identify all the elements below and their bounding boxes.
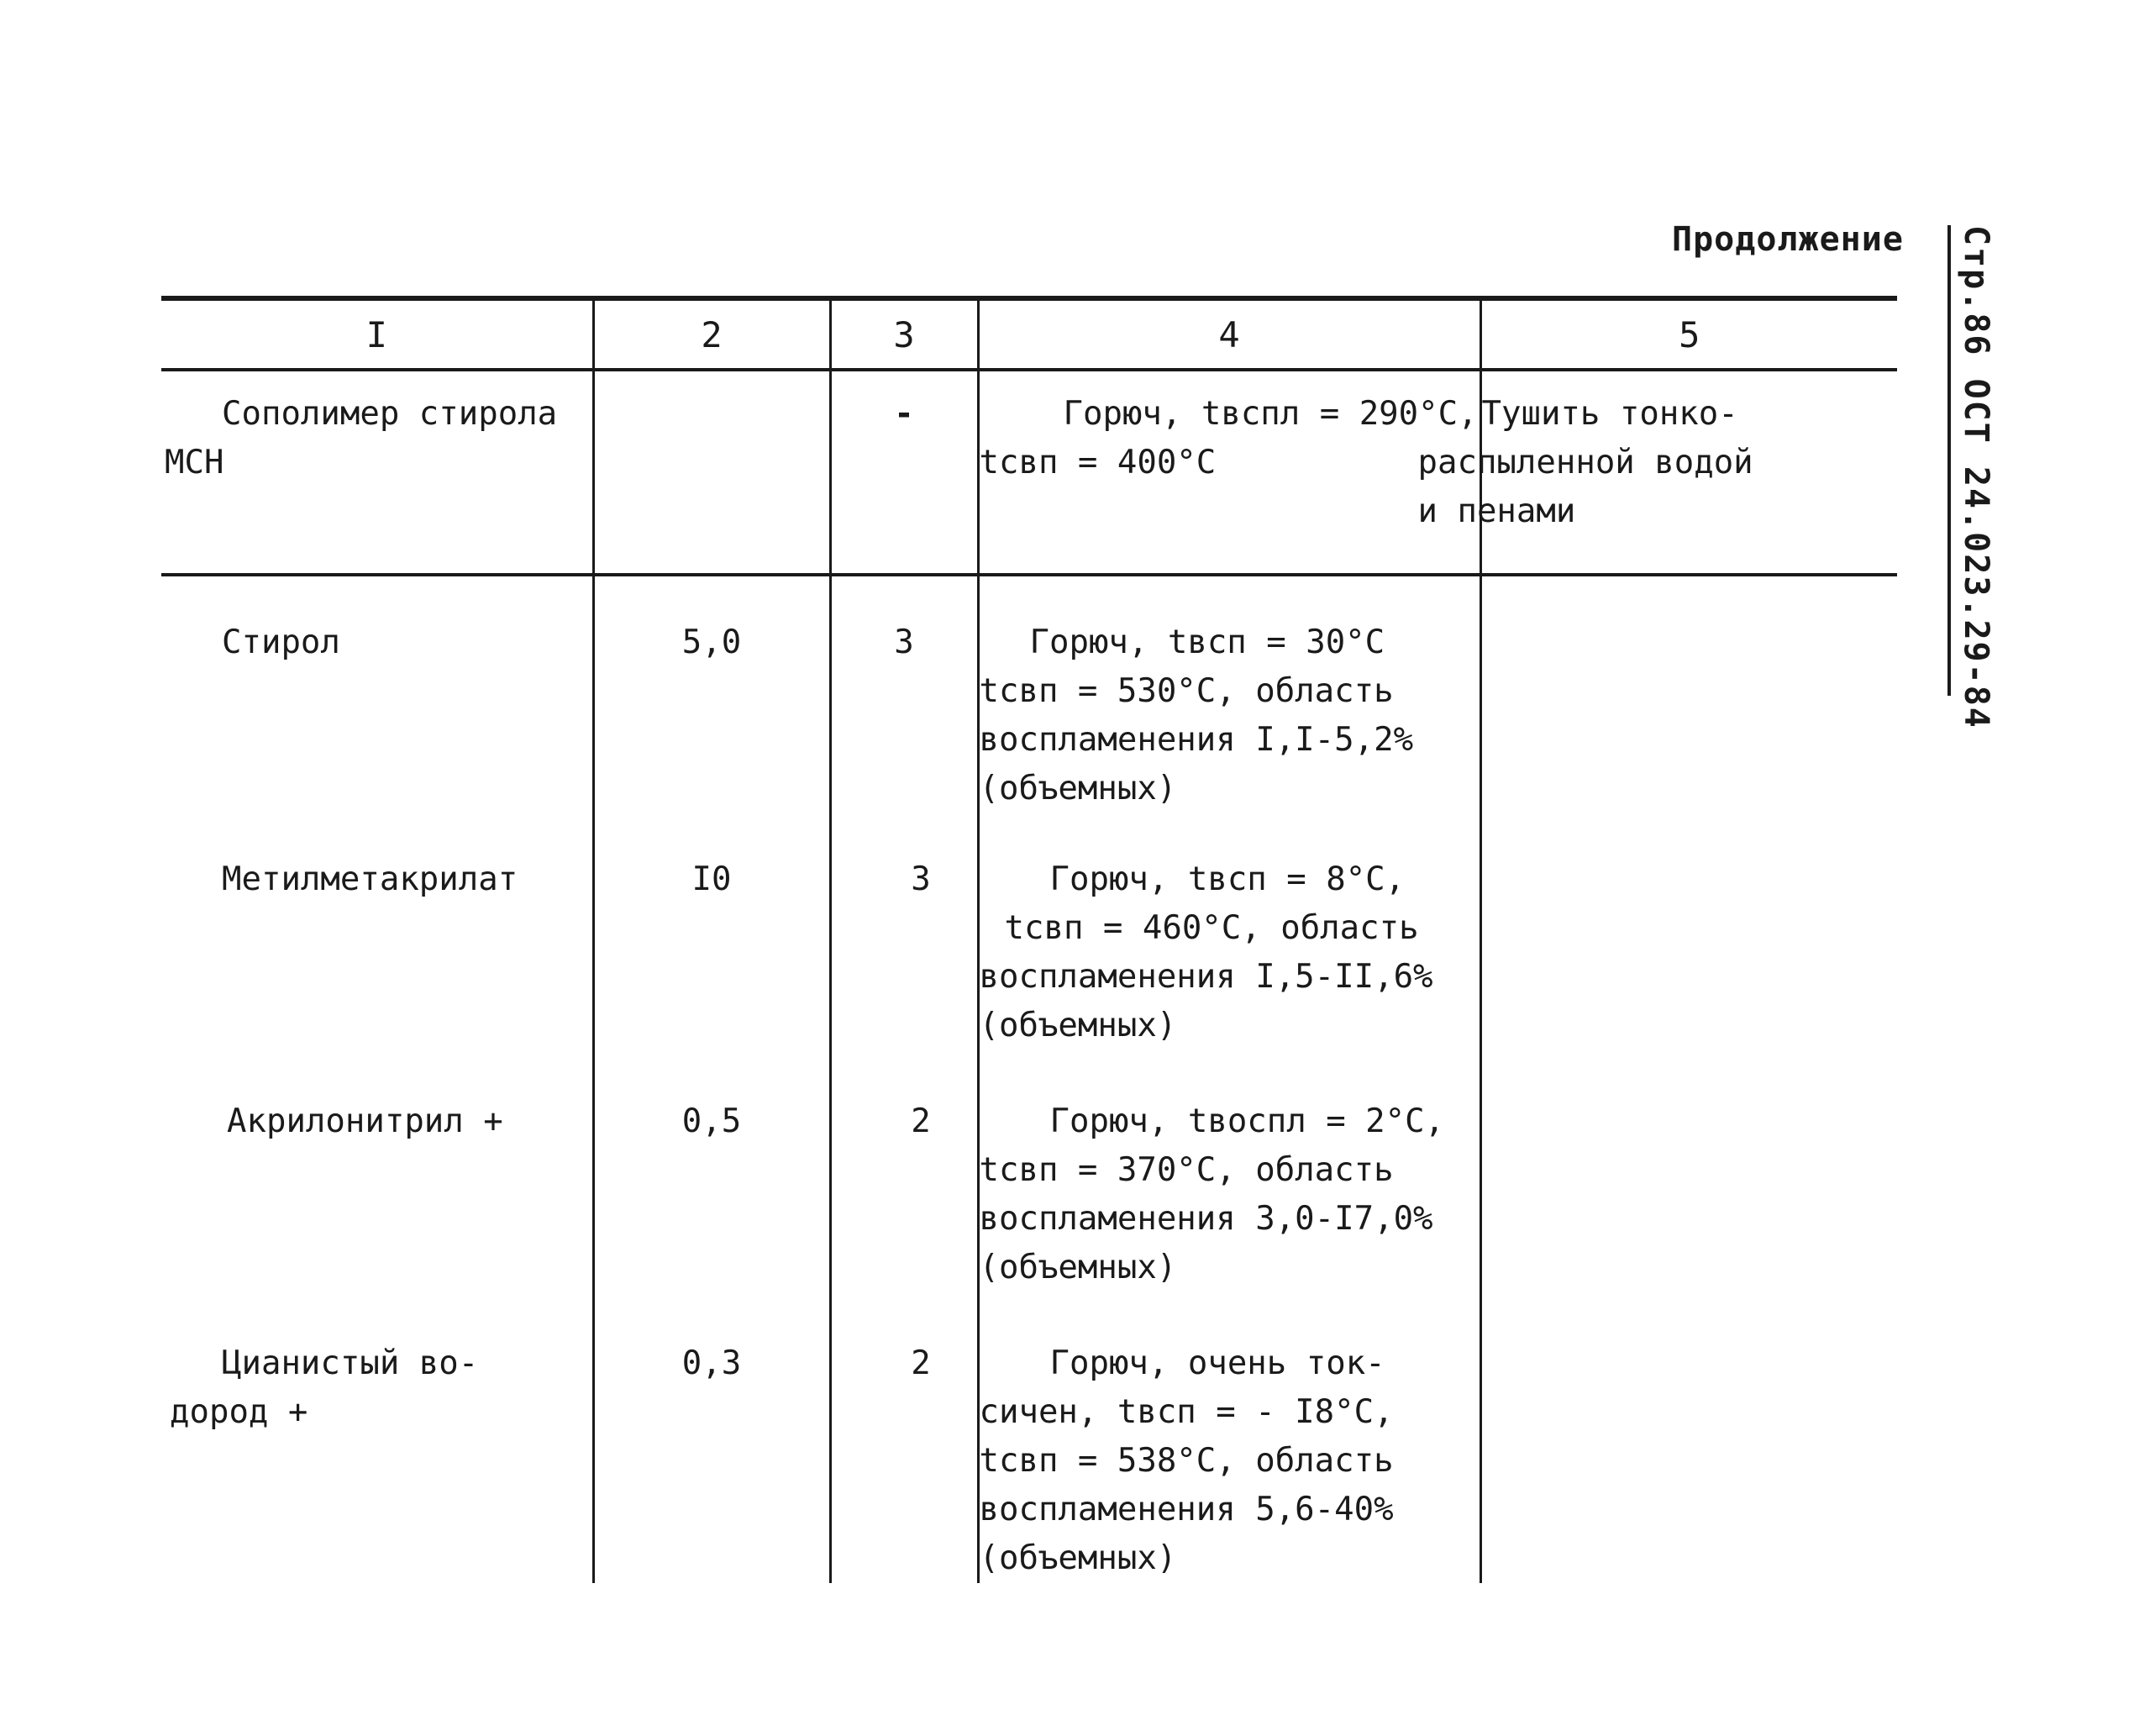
column-header-3: 3 [830, 298, 978, 370]
property-line: (объемных) [979, 770, 1177, 808]
property-line: Горюч, tвсп = 30°С [1029, 623, 1385, 661]
properties-cell [978, 1055, 1480, 1297]
extinguishing-cell [1480, 813, 1897, 1055]
table-row [161, 1297, 1897, 1583]
substance-name: Метилметакрилат [222, 860, 518, 898]
table-row [161, 1055, 1897, 1297]
property-line: tсвп = 538°С, область [979, 1442, 1394, 1480]
substance-name: Стирол [222, 623, 340, 661]
continuation-label: Продолжение [1672, 220, 1904, 259]
action-line: распыленной водой [1417, 444, 1753, 481]
substance-name-cont: дород + [170, 1393, 308, 1431]
substance-name-cell [161, 1055, 593, 1297]
page-code-vertical: Стр.86 ОСТ 24.023.29-84 [1947, 225, 2001, 696]
col2-value: 0,5 [593, 1055, 830, 1297]
properties-cell [978, 370, 1480, 575]
property-line: tсвп = 400°С [979, 444, 1217, 481]
property-line: воспламенения 5,6-40% [979, 1491, 1394, 1528]
column-header-5: 5 [1480, 298, 1897, 370]
substance-name: Цианистый во- [222, 1344, 479, 1382]
extinguishing-cell [1480, 1297, 1897, 1583]
property-line: воспламенения I,5-II,6% [979, 958, 1433, 996]
property-line: Горюч, tвоспл = 2°С, [1049, 1102, 1445, 1140]
property-line: (объемных) [979, 1007, 1177, 1044]
column-header-1: I [161, 298, 593, 370]
col2-value [593, 370, 830, 575]
action-line: Тушить тонко- [1481, 395, 1738, 433]
column-header-4: 4 [978, 298, 1480, 370]
property-line: воспламенения 3,0-I7,0% [979, 1200, 1433, 1238]
col2-value: 5,0 [593, 575, 830, 813]
substance-name: Акрилонитрил + [227, 1102, 503, 1140]
property-line: сичен, tвсп = - I8°С, [979, 1393, 1394, 1431]
col3-value: 2 [830, 1297, 978, 1583]
col3-value: 2 [830, 1055, 978, 1297]
property-line: tсвп = 530°С, область [979, 672, 1394, 710]
substance-name-cell [161, 813, 593, 1055]
action-line: и пенами [1417, 492, 1576, 530]
substance-table [161, 296, 1897, 1583]
col3-value: 3 [830, 813, 978, 1055]
column-header-2: 2 [593, 298, 830, 370]
property-line: (объемных) [979, 1249, 1177, 1286]
properties-cell [978, 1297, 1480, 1583]
extinguishing-cell [1480, 575, 1897, 813]
table-row [161, 575, 1897, 813]
extinguishing-cell [1480, 1055, 1897, 1297]
substance-name-cell [161, 1297, 593, 1583]
substance-name: Сополимер стирола [222, 395, 558, 433]
col3-value: - [830, 370, 978, 575]
extinguishing-cell [1417, 370, 1897, 575]
property-line: tсвп = 370°С, область [979, 1151, 1394, 1189]
table-row [161, 370, 1897, 575]
properties-cell [978, 813, 1480, 1055]
property-line: Горюч, tвсп = 8°С, [1049, 860, 1406, 898]
substance-name-cell [161, 370, 593, 575]
col3-value: 3 [830, 575, 978, 813]
col2-value: I0 [593, 813, 830, 1055]
col2-value: 0,3 [593, 1297, 830, 1583]
property-line: (объемных) [979, 1539, 1177, 1577]
table-row [161, 813, 1897, 1055]
table-header-row [161, 298, 1897, 370]
property-line: Горюч, tвспл = 290°С, [1063, 395, 1478, 433]
property-line: Горюч, очень ток- [1049, 1344, 1385, 1382]
substance-name-cell [161, 575, 593, 813]
substance-name-cont: МСН [165, 444, 224, 481]
property-line: tсвп = 460°С, область [1004, 909, 1419, 947]
property-line: воспламенения I,I-5,2% [979, 721, 1414, 759]
properties-cell [978, 575, 1480, 813]
